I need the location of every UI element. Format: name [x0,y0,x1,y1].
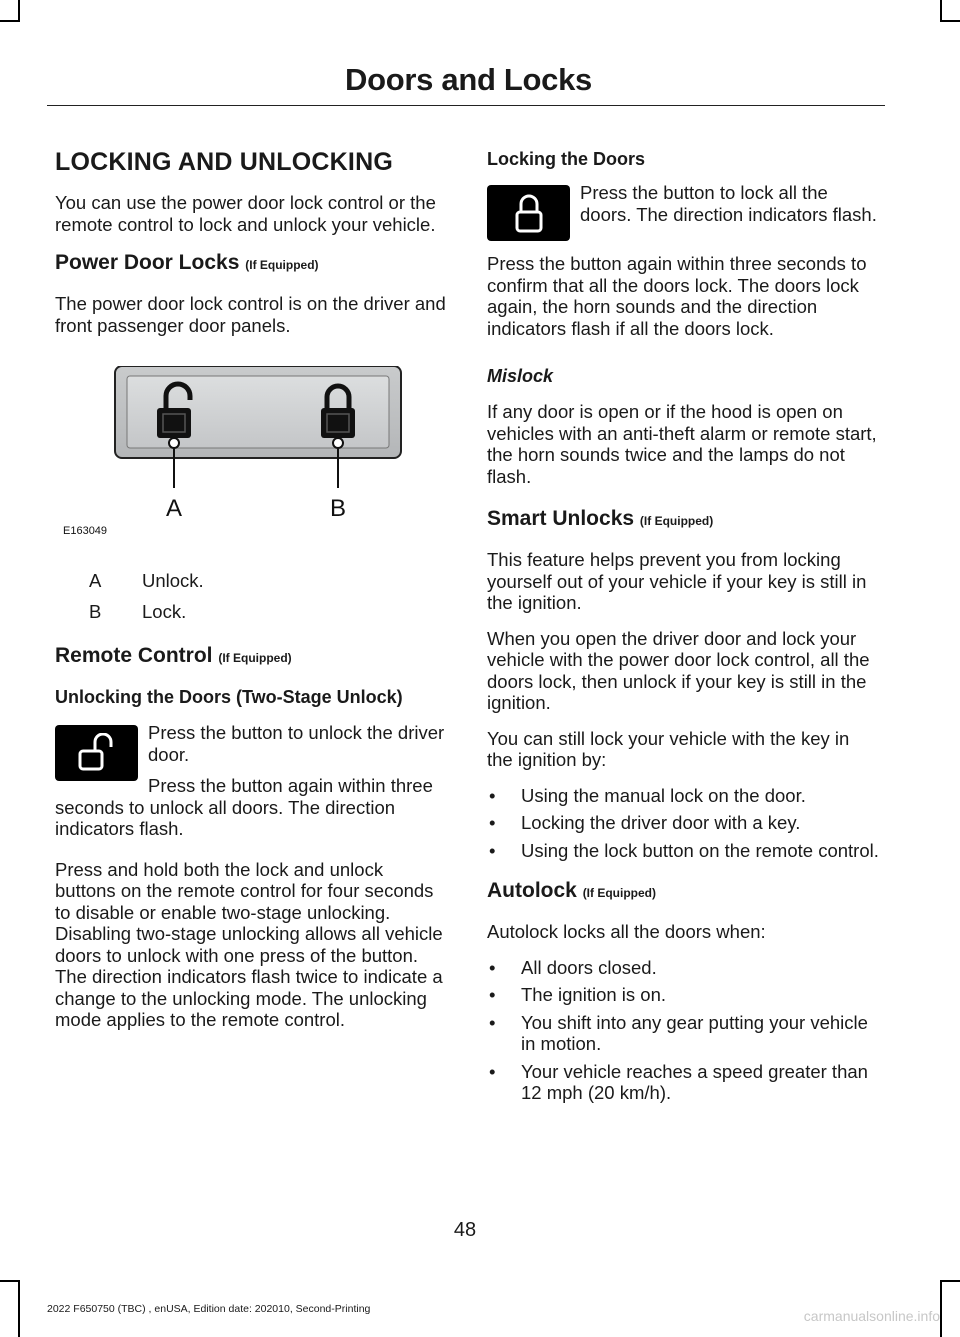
lock-paragraph-2: Press the button again within three seconds to confirm that all the doors lock. The doors lock again, the horn sounds and the direction indicators flash if all the doors lock. [487,253,867,339]
crop-mark [940,0,942,22]
unlock-paragraph-3: Press and hold both the lock and unlock buttons on the remote control for four seconds to disable or enable two-stage unlocking. Disabling two-stage unlocking allows all vehicle doors to unlock with one press of the button. The direction indicators flash twice to indicate a change to the unlocking mode. The unlocking mode applies to the remote control. [55,858,443,1030]
power-door-locks-text: The power door lock control is on the driver and front passenger door panels. [55,293,446,336]
crop-mark [0,20,20,22]
footer-text: 2022 F650750 (TBC) , enUSA, Edition date: 202010, Second-Printing [47,1303,371,1315]
list-item: • Locking the driver door with a key. [489,812,801,833]
door-lock-control-figure [57,366,407,546]
crop-mark [0,1280,20,1282]
smart-paragraph-3: You can still lock your vehicle with the key in the ignition by: [487,727,850,770]
mislock-paragraph: If any door is open or if the hood is open on vehicles with an anti-theft alarm or remote start, the horn sounds twice and the lamps do not flash. [487,401,877,487]
unlock-paragraph-1: Press the button to unlock the driver door. [148,722,445,765]
crop-mark [18,1282,20,1337]
list-item: • The ignition is on. [489,984,667,1005]
list-item: • Using the lock button on the remote control. [489,839,879,861]
legend-value: Unlock. [142,570,204,591]
mislock-heading: Mislock [487,366,554,386]
heading-text: Power Door Locks [55,251,240,274]
legend-row [55,570,447,592]
locking-heading: Locking the Doors [487,149,646,169]
unlocking-heading: Unlocking the Doors (Two-Stage Unlock) [55,687,403,707]
crop-mark [940,20,960,22]
header-divider [47,105,885,106]
heading-text: Autolock [487,879,577,902]
unlock-button-icon [55,725,138,781]
smart-unlocks-heading [487,505,879,535]
heading-text: Smart Unlocks [487,507,635,530]
if-equipped-note: (If Equipped) [245,258,319,272]
page-number: 48 [453,1219,477,1241]
door-lock-switch-illustration [57,366,407,546]
list-item: • You shift into any gear putting your vehicle in motion. [489,1011,868,1054]
if-equipped-note: (If Equipped) [218,651,292,665]
figure-code: E163049 [63,525,108,537]
crop-mark [18,0,20,22]
autolock-paragraph: Autolock locks all the doors when: [487,921,766,942]
if-equipped-note: (If Equipped) [639,514,714,528]
if-equipped-note: (If Equipped) [582,886,657,900]
crop-mark [940,1282,942,1337]
right-column [487,140,879,1110]
remote-control-heading [55,642,447,672]
lock-paragraph-1: Press the button to lock all the doors. The direction indicators flash. [580,182,877,225]
lock-button-icon [487,185,570,241]
heading-text: Remote Control [55,644,213,667]
watermark: carmanualsonline.info [803,1308,940,1324]
smart-paragraph-2: When you open the driver door and lock your vehicle with the power door lock control, all the doors lock, then unlock if your key is still in the ignition. [487,627,870,713]
autolock-bullet-list [487,957,879,1104]
autolock-heading [487,877,879,907]
smart-paragraph-1: This feature helps prevent you from locking yourself out of your vehicle if your key is still in the ignition. [487,549,867,613]
list-item: • All doors closed. [489,956,657,978]
figure-legend [55,570,447,622]
legend-row [55,601,447,623]
legend-value: Lock. [142,600,187,622]
left-column [55,140,447,1031]
list-item: • Your vehicle reaches a speed greater than 12 mph (20 km/h). [489,1060,868,1103]
section-title: LOCKING AND UNLOCKING [55,148,393,176]
intro-paragraph: You can use the power door lock control or the remote control to lock and unlock your vehicle. [55,192,436,235]
callout-b: B [329,495,347,522]
crop-mark [940,1280,960,1282]
unlock-paragraph-2: Press the button again within three seconds to unlock all doors. The direction indicators flash. [55,775,433,839]
list-item: • Using the manual lock on the door. [489,784,806,806]
legend-key: A [89,570,102,591]
legend-key: B [89,600,102,622]
smart-bullet-list [487,785,879,862]
callout-a: A [165,495,183,522]
page-title: Doors and Locks [345,62,592,97]
power-door-locks-heading [55,249,447,279]
